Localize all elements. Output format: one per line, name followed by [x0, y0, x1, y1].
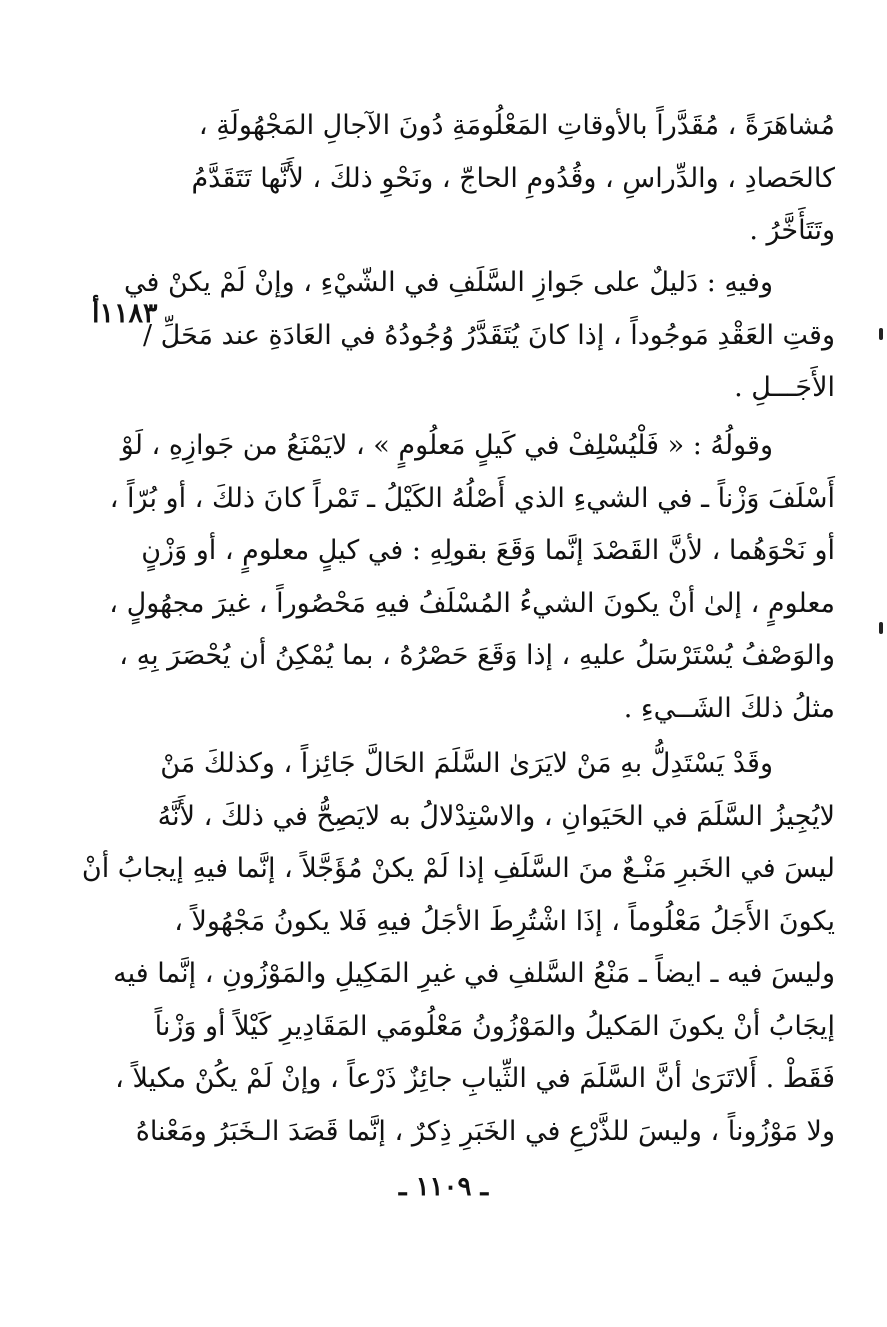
text-line: وقولُهُ : « فَلْيُسْلِفْ في كَيلٍ مَعلُومٍ » ، لايَمْنَعُ من جَوازِهِ ، لَوْ — [120, 430, 773, 461]
text-line: الأَجَـــلِ . — [734, 372, 835, 403]
paragraph-4 — [81, 738, 835, 1158]
paragraph-1 — [160, 100, 835, 258]
text-line: وفيهِ : دَليلٌ على جَوازِ السَّلَفِ في الشّيْءِ ، وإنْ لَمْ يكنْ في — [123, 267, 773, 298]
text-line: معلومٍ ، إلىٰ أنْ يكونَ الشيءُ المُسْلَفُ فيهِ مَحْصُوراً ، غيرَ مجهُولٍ ، — [109, 587, 835, 619]
scan-edge-mark — [879, 622, 883, 634]
paragraph-3 — [109, 420, 835, 735]
text-line: وتَتَأَخَّرُ . — [749, 215, 835, 246]
text-line: أو نَحْوَهُما ، لأنَّ القَصْدَ إنَّما وَقَعَ بقولِهِ : في كيلٍ معلومٍ ، أو وَزْنٍ — [141, 535, 835, 566]
page-number: ـ ١١٠٩ ـ — [398, 1172, 489, 1202]
text-line: يكونَ الأَجَلُ مَعْلُوماً ، إذَا اشْتُرِطَ الأجَلُ فيهِ فَلا يكونُ مَجْهُولاً ، — [174, 905, 835, 937]
text-line: أَسْلَفَ وَزْناً ـ في الشيءِ الذي أَصْلُهُ الكَيْلُ ـ تَمْراً كانَ ذلكَ ، أو بُرّاً ، — [109, 482, 835, 514]
text-line: مثلُ ذلكَ الشَــيءِ . — [623, 692, 835, 724]
text-line: وقتِ العَقْدِ مَوجُوداً ، إذا كانَ يُتَقَدَّرُ وُجُودُهُ في العَادَةِ عند مَحَلِّ / — [142, 319, 835, 351]
text-line: ليسَ في الخَبرِ مَنْـعٌ منَ السَّلَفِ إذا لَمْ يكنْ مُؤَجَّلاً ، إنَّما فيهِ إيجابُ أنْ — [81, 853, 835, 884]
text-line: ولا مَوْزُوناً ، وليسَ للذَّرْعِ في الخَبَرِ ذِكرٌ ، إنَّما قَصَدَ الـخَبَرُ ومَعْناهُ — [135, 1115, 835, 1147]
text-line: والوَصْفُ يُسْتَرْسَلُ عليهِ ، إذا وَقَعَ حَصْرُهُ ، بما يُمْكِنُ أن يُحْصَرَ بِهِ ، — [119, 640, 835, 671]
text-line: وقَدْ يَسْتَدِلُّ بهِ مَنْ لايَرَىٰ السَّلَمَ الحَالَّ جَائِزاً ، وكذلكَ مَنْ — [160, 748, 773, 779]
text-line: لايُجِيزُ السَّلَمَ في الحَيَوانِ ، والاسْتِدْلالُ به لايَصِحُّ في ذلكَ ، لأَنَّهُ — [157, 800, 835, 832]
text-line: فَقَطْ . أَلاتَرَىٰ أنَّ السَّلَمَ في الثِّيابِ جائِزٌ ذَرْعاً ، وإنْ لَمْ يكُنْ مكيلاً ، — [115, 1063, 835, 1094]
text-line: مُشاهَرَةً ، مُقَدَّراً بالأوقاتِ المَعْلُومَةِ دُونَ الآجالِ المَجْهُولَةِ ، — [198, 110, 835, 141]
text-line: كالحَصادِ ، والدِّراسِ ، وقُدُومِ الحاجّ ، ونَحْوِ ذلكَ ، لأَنَّها تَتَقَدَّمُ — [191, 162, 835, 194]
text-line: وليسَ فيه ـ ايضاً ـ مَنْعُ السَّلفِ في غيرِ المَكِيلِ والمَوْزُونِ ، إنَّما فيه — [113, 958, 835, 989]
scan-edge-mark — [879, 328, 883, 340]
margin-folio-note: ١١٨٣أ — [92, 298, 158, 329]
text-line: إيجَابُ أنْ يكونَ المَكيلُ والمَوْزُونُ مَعْلُومَي المَقَادِيرِ كَيْلاً أو وَزْناً — [154, 1010, 835, 1042]
